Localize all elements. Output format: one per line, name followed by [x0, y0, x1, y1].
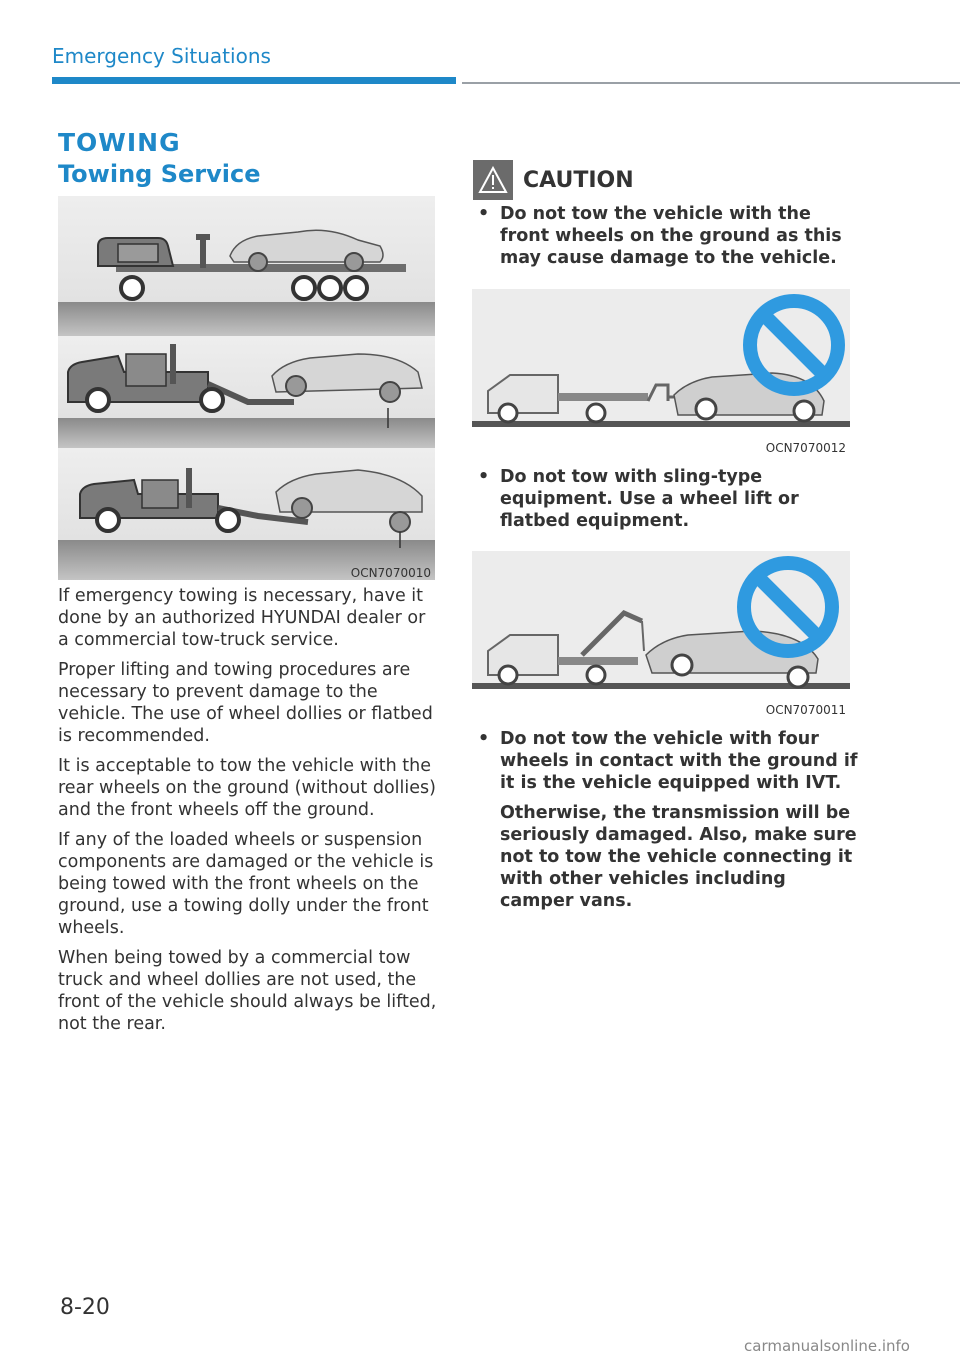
bullet-dot: • — [478, 467, 490, 487]
body-paragraph: If any of the loaded wheels or suspension components are damaged or the vehicle is being towed with the front wheels on the ground, use a towing dolly under the front wheels. — [58, 830, 434, 938]
bullet-dot: • — [478, 204, 490, 224]
figure-code: OCN7070011 — [765, 703, 846, 717]
header-accent-bar — [52, 77, 456, 84]
caution-bullet — [478, 728, 858, 920]
body-paragraph: If emergency towing is necessary, have it done by an authorized HYUNDAI dealer or a commercial tow-truck service. — [58, 586, 426, 650]
bullet-dot: • — [478, 729, 490, 749]
body-text — [58, 585, 438, 1043]
caution-header — [473, 160, 634, 200]
caution-bullet-text: Do not tow the vehicle with the front wheels on the ground as this may cause damage to the vehicle. — [500, 204, 842, 268]
figure-code: OCN7070012 — [765, 441, 846, 455]
header-title: Emergency Situations — [52, 44, 271, 68]
caution-bullet-text: Do not tow with sling-type equipment. Use a wheel lift or flatbed equipment. — [500, 467, 799, 531]
sling-type-figure — [472, 551, 850, 719]
towing-methods-illustration — [58, 196, 435, 580]
warning-triangle-icon — [478, 166, 508, 194]
front-wheels-figure — [472, 289, 850, 457]
caution-bullet-extra: Otherwise, the transmission will be seriously damaged. Also, make sure not to tow the vehicle connecting it with other vehicles including camper vans. — [500, 803, 857, 911]
page-number: 8-20 — [60, 1295, 110, 1320]
warning-icon — [473, 160, 513, 200]
header-divider — [462, 82, 960, 84]
caution-bullet-text: Do not tow the vehicle with four wheels in contact with the ground if it is the vehicle equipped with IVT. — [500, 729, 858, 793]
sling-type-illustration — [472, 551, 850, 719]
body-paragraph: Proper lifting and towing procedures are necessary to prevent damage to the vehicle. The use of wheel dollies or flatbed is recommended. — [58, 660, 433, 746]
caution-bullet — [478, 466, 858, 540]
caution-bullet — [478, 203, 858, 277]
figure-code: OCN7070010 — [350, 566, 431, 580]
section-title: TOWING — [58, 128, 181, 157]
section-subtitle: Towing Service — [58, 160, 261, 188]
caution-label: CAUTION — [523, 167, 634, 193]
body-paragraph: When being towed by a commercial tow truck and wheel dollies are not used, the front of the vehicle should always be lifted, not the rear. — [58, 948, 437, 1034]
towing-methods-figure — [58, 196, 435, 580]
body-paragraph: It is acceptable to tow the vehicle with the rear wheels on the ground (without dollies) and the front wheels off the ground. — [58, 756, 436, 820]
front-wheels-illustration — [472, 289, 850, 457]
watermark: carmanualsonline.info — [744, 1337, 910, 1355]
